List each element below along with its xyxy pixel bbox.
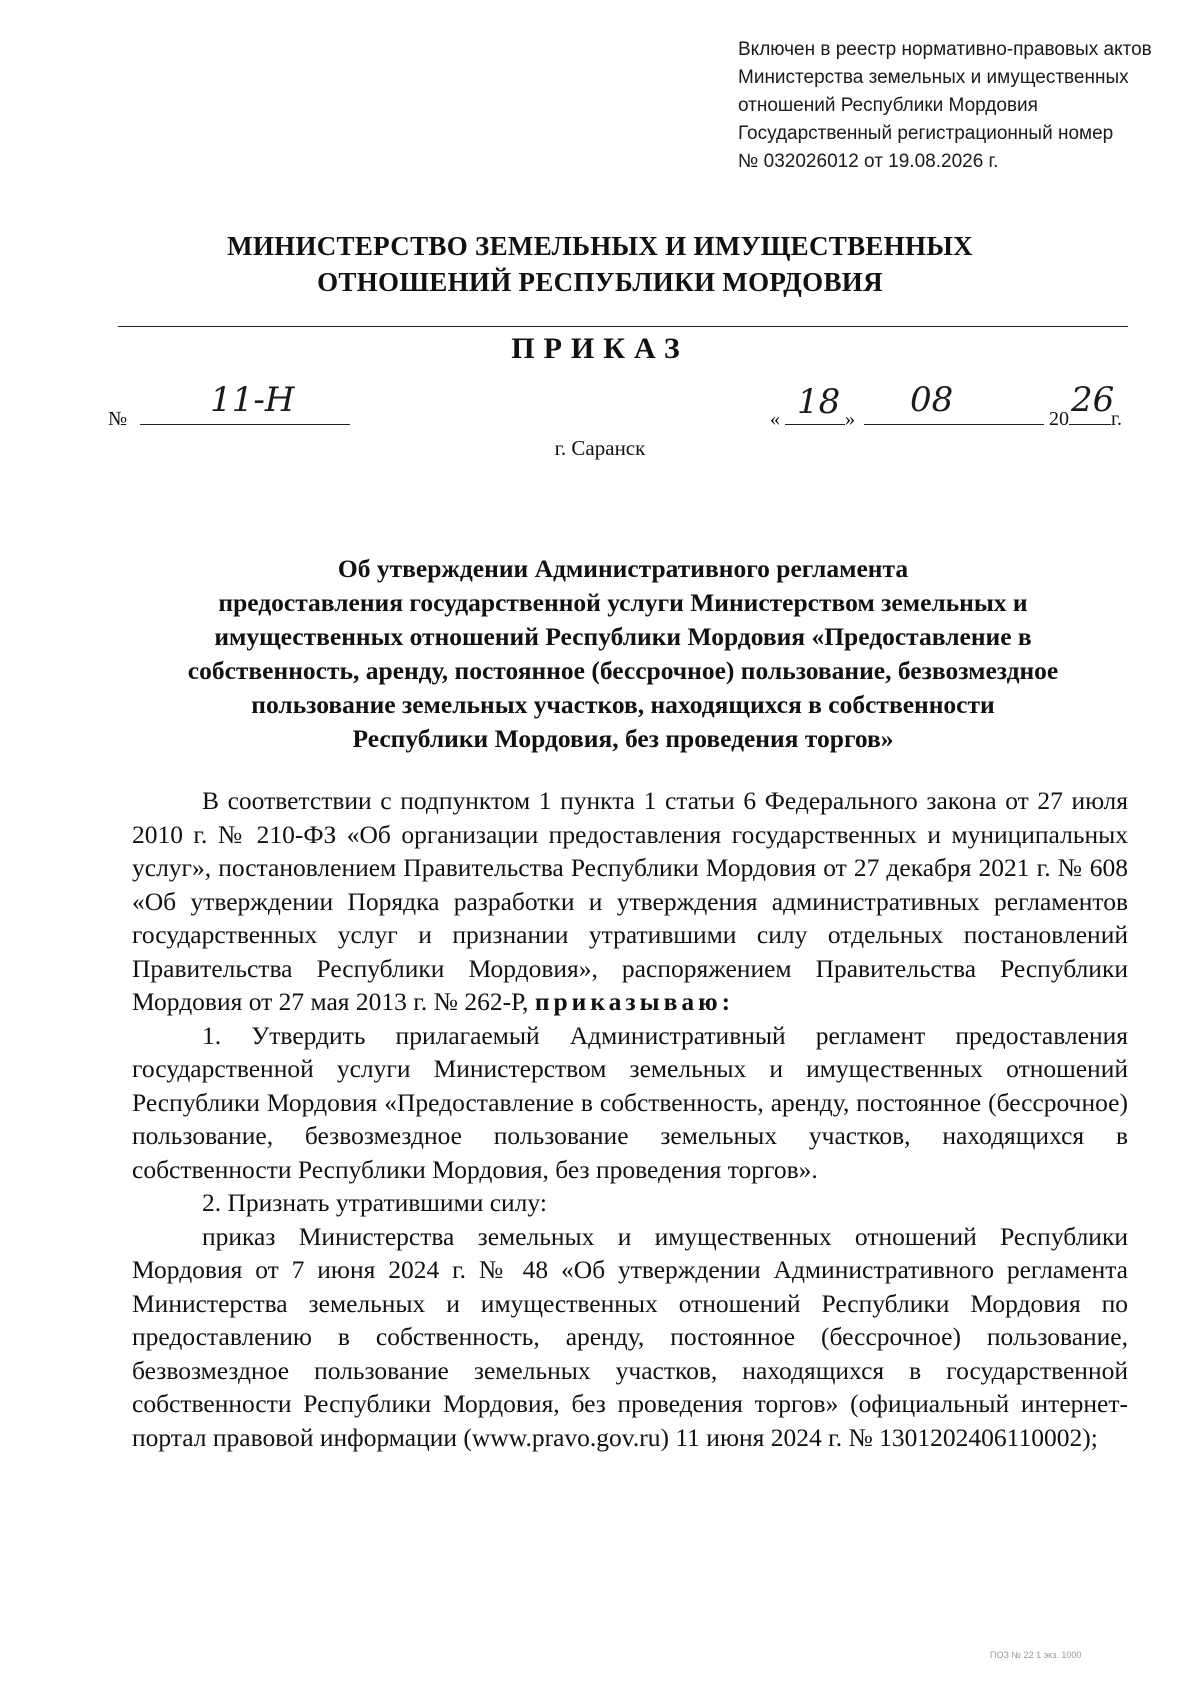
order-number [108,380,350,431]
number-prefix: № [108,408,128,430]
title-line: имущественных отношений Республики Мордовия «Предоставление в [214,622,1032,651]
year-prefix: 20 [1049,408,1069,430]
scan-mark: ПОЗ № 22 1 экз. 1000 [990,1650,1082,1660]
year-blank [1069,380,1115,425]
document-title [118,552,1128,756]
title-line: Об утверждении Административного регламента [337,554,909,583]
title-line: собственность, аренду, постоянное (бессрочное) пользование, безвозмездное [187,656,1059,685]
header-divider [118,326,1128,327]
ministry-name [60,228,1140,300]
document-type: ПРИКАЗ [511,332,689,365]
registry-stamp [738,36,1178,176]
city: г. Саранск [554,436,646,460]
handwritten-number: 11-Н [210,380,295,420]
preamble-paragraph [132,784,1128,1019]
stamp-line: отношений Республики Мордовия [738,95,1038,116]
ministry-line-2: ОТНОШЕНИЙ РЕСПУБЛИКИ МОРДОВИЯ [317,267,883,297]
item-2-sub: приказ Министерства земельных и имущественных отношений Республики Мордовия от 7 июня 2024 г. № 48 «Об утверждении Административного регламента Министерства земельных и имущественных отношений Республики Мордовия по предоставлению в собственность, аренду, постоянное (бессрочное) пользование, безвозмездное пользование земельных участков, находящихся в государственной собственности Республики Мордовия, без проведения торгов» (официальный интернет-портал правовой информации (www.pravo.gov.ru) 11 июня 2024 г. № 1301202406110002); [132,1221,1128,1452]
ministry-line-1: МИНИСТЕРСТВО ЗЕМЕЛЬНЫХ И ИМУЩЕСТВЕННЫХ [227,231,973,261]
stamp-line: Министерства земельных и имущественных [738,67,1129,88]
stamp-line: Включен в реестр нормативно-правовых актов [738,39,1152,60]
title-line: Республики Мордовия, без проведения торгов» [352,724,894,753]
number-blank [140,380,350,425]
document-body [132,784,1128,1454]
title-line: предоставления государственной услуги Министерством земельных и [218,588,1028,617]
stamp-line: № 032026012 от 19.08.2026 г. [738,151,999,172]
date-close-quote: » [845,408,855,430]
preamble-text: В соответствии с подпунктом 1 пункта 1 статьи 6 Федерального закона от 27 июля 2010 г. № 210-ФЗ «Об организации предоставления государственных и муниципальных услуг», постановлением Правительства Республики Мордовия от 27 декабря 2021 г. № 608 «Об утверждении Порядка разработки и утверждения административных регламентов государственных услуг и признании утратившими силу отдельных постановлений Правительства Республики Мордовия», распоряжением Правительства Республики Мордовия от 27 мая 2013 г. № 262-Р, [132,786,1128,1016]
date-open-quote: « [770,408,780,430]
handwritten-year: 26 [1071,380,1115,420]
stamp-line: Государственный регистрационный номер [738,123,1114,144]
year-suffix: г. [1111,408,1122,430]
title-line: пользование земельных участков, находящихся в собственности [251,690,995,719]
item-1: 1. Утвердить прилагаемый Административный регламент предоставления государственной услуги Министерством земельных и имущественных отношений Республики Мордовия «Предоставление в собственность, аренду, постоянное (бессрочное) пользование, безвозмездное пользование земельных участков, находящихся в собственности Республики Мордовия, без проведения торгов». [132,1020,1128,1184]
handwritten-day: 18 [797,382,841,422]
order-word: приказываю: [534,987,735,1016]
item-2: 2. Признать утратившими силу: [202,1188,547,1217]
month-blank [864,380,1044,425]
handwritten-month: 08 [910,380,954,420]
day-blank [785,382,845,425]
order-date [770,380,1122,431]
